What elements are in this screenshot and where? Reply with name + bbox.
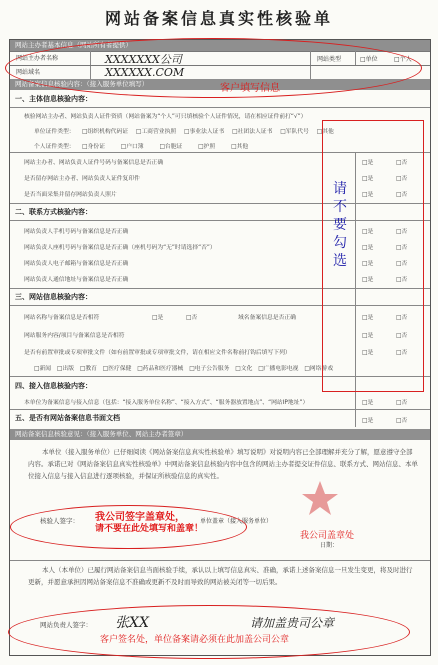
part2-q3: 网站负责人电子邮箱与备案信息是否正确 (24, 261, 129, 267)
part1-q1: 核验网站主办者、网站负责人证件资质（网站备案为“个人”可只填核验个人证件情况，请在相应证件前打“√”） (24, 114, 307, 120)
part3-q2: 网站服务内容/项目与备案信息是否相符 (24, 333, 125, 339)
part4-q1: 本单位为备案信息与接入信息（包括：“接入服务单位名称”、“接入方式”、“服务器放置地点”、“网站IP地址”） (24, 400, 309, 406)
opinion-paragraph-2: 本人（本单位）已履行网站备案信息当面核验手续，承认以上填写信息真实、准确，承诺上述备案信息一旦发生变更，将及时进行更新，并愿意承担因网站备案信息不准确或更新不及时而导致的网站被关闭等一切后果。 (28, 566, 413, 586)
site-domain-value: XXXXXX.COM (105, 66, 185, 79)
host-seal-text: 请加盖贵司公章 (250, 616, 335, 630)
part1-heading: 一、主体信息核验内容： (15, 95, 92, 103)
host-name-value: XXXXXXX公司 (105, 53, 182, 66)
part3-q1b: 域名备案信息是否正确 (238, 315, 296, 321)
site-type-unit: □单位 (360, 56, 378, 63)
part3-categories: □新闻 □出版 □教育 □医疗保健 □药品和医疗器械 □电子公告服务 □文化 □广播电影电视 □网络游戏 (34, 366, 333, 372)
person-cert-options: □身份证 □户口簿 □台胞证 □护照 □其他 (82, 144, 249, 150)
annotation-our-seal: 我公司盖章处 (300, 531, 355, 541)
site-type-label: 网站类型 (317, 56, 342, 63)
part3-heading: 三、网站信息核验内容： (15, 293, 92, 301)
opinion-paragraph-1: 本单位（接入服务单位）已仔细阅读《网站备案信息真实性核验单》填写说明》对说明内容已全部理解并充分了解，愿意遵守全部内容。承诺已对《网站备案信息真实性核验单》中网站备案信息核验内容中包含的网站主办者提交证件信息、联系方式、网站信息、本单位接入信息与接入信息进行逐项核验，并保证所核验信息的真实性。 (28, 448, 418, 480)
part1-q3: 是否留存网站主办者、网站负责人证件复印件 (24, 176, 140, 182)
part1-q2: 网站主办者、网站负责人证件号码与备案信息是否正确 (24, 160, 164, 166)
part2-q1: 网站负责人手机号码与备案信息是否正确 (24, 229, 129, 235)
host-sign-label: 网站负责人签字： (40, 621, 92, 629)
site-type-person: □个人 (394, 56, 412, 63)
date-label: 日期： (320, 542, 339, 549)
part2-q2: 网站负责人座机号码与备案信息是否正确（座机号码为“无”时请选择“否”） (24, 245, 216, 251)
part3-q1: 网站名称与备案信息是否相符 (24, 315, 100, 321)
page-title: 网站备案信息真实性核验单 (104, 9, 333, 28)
section-verify: 网站备案信息核验内容：（接入服务单位填写） (10, 79, 430, 90)
part1-q4: 是否当面采集并留存网站负责人照片 (24, 192, 117, 198)
section-opinion: 网站备案信息核验意见：（接入服务单位、网站主办者签章） (10, 429, 430, 440)
host-signature: 张XX (115, 615, 149, 631)
part2-q4: 网站负责人通信地址与备案信息是否正确 (24, 277, 129, 283)
part4-heading: 四、接入信息核验内容： (15, 382, 92, 390)
part2-heading: 二、联系方式核验内容： (15, 208, 92, 216)
verification-form: 网站主办者基本信息（网站所有者提供） 网站主办者名称 XXXXXXX公司 网站类型 □单位 □个人 网站域名 XXXXXX.COM 网站备案信息核验内容：（接入服务单位填写） 一、主体信息核验内容： 核验网站主办者、网站负责人证件资质（网站备案为“个人”可只填核验个人证件情况，请在相应证件前打“√”） 单位证件类型： □组织机构代码证 □工商营业执照 □事业法人证书 □社团法人证书 □军队代号 □其他 个人证件类型： □身份证 □户口簿 □台胞证 □护照 □其他 网站主办者、网站负责人证件号码与备案信息是否正确 是否留存网站主办者、网站负责人证件复印件 是否当面采集并留存网站负责人照片 □是 □否 □是 □否 □是 □否 二、联系方式核验内容： 网站负责人手机号码与备案信息是否正确 网站负责人座机号码与备案信息是否正确（座机号码为“无”时请选择“否”） 网站负责人电子邮箱与备案信息是否正确 网站负责人通信地址与备案信息是否正确 □是 □否 □是 □否 □是 □否 □是 □否 三、网站信息核验内容： 网站名称与备案信息是否相符 □是 □否 域名备案信息是否正确 □是 □否 网站服务内容/项目与备案信息是否相符 □是 □否 是否有前置审批或专项审批文件（如有前置审批或专项审批文件，请在相应文件名称前打钩后填写下列） □是 □否 □新闻 □出版 □教育 □医疗保健 □药品和医疗器械 □电子公告服务 □文化 □广播电影电视 □网络游戏 四、接入信息核验内容： 本单位为备案信息与接入信息（包括：“接入服务单位名称”、“接入方式”、“服务器放置地点”、“网站IP地址”） □是 □否 五、是否有网站备案信息书面文档 □是 □否 网站备案信息核验意见：（接入服务单位、网站主办者签章） 本单位（接入服务单位）已仔细阅读《网站备案信息真实性核验单》填写说明》对说明内容已全部理解并充分了解，愿意遵守全部内容。承诺已对《网站备案信息真实性核验单》中网站备案信息核验内容中包含的网站主办者提交证件信息、联系方式、网站信息、本单位接入信息与接入信息进行逐项核验，并保证所核验信息的真实性。 核验人签字： 单位盖章（接入服务单位） 日期： 本人（本单位）已履行网站备案信息当面核验手续，承认以上填写信息真实、准确，承诺上述备案信息一旦发生变更，将及时进行更新，并愿意承担因网站备案信息不准确或更新不及时而导致的网站被关闭等一切后果。 网站负责人签字： 张XX 请加盖贵司公章 (9, 39, 431, 656)
unit-cert-label: 单位证件类型： (34, 129, 75, 135)
unit-cert-options: □组织机构代码证 □工商营业执照 □事业法人证书 □社团法人证书 □军队代号 □其他 (82, 129, 334, 135)
stamp-star-icon (300, 478, 340, 518)
part3-q3: 是否有前置审批或专项审批文件（如有前置审批或专项审批文件，请在相应文件名称前打钩后填写下列） (24, 350, 291, 356)
section-host-info: 网站主办者基本信息（网站所有者提供） (10, 40, 430, 51)
seal-label: 单位盖章（接入服务单位） (200, 518, 273, 525)
person-cert-label: 个人证件类型： (34, 144, 75, 150)
host-name-label: 网站主办者名称 (16, 55, 59, 62)
checker-sign-label: 核验人签字： (40, 517, 79, 525)
site-domain-label: 网站域名 (16, 69, 41, 76)
annotation-our-sign: 我公司签字盖章处， (95, 512, 185, 523)
annotation-no-fill: 请不要在此处填写和盖章！ (95, 524, 204, 534)
annotation-do-not-check: 请不要勾选 (333, 181, 347, 269)
annotation-ellipse-host (5, 38, 422, 98)
annotation-client-sign: 客户签名处，单位备案请必须在此加盖公司公章 (100, 635, 290, 645)
part5-heading: 五、是否有网站备案信息书面文档 (15, 414, 120, 422)
annotation-client-fill: 客户填写信息 (220, 83, 280, 94)
